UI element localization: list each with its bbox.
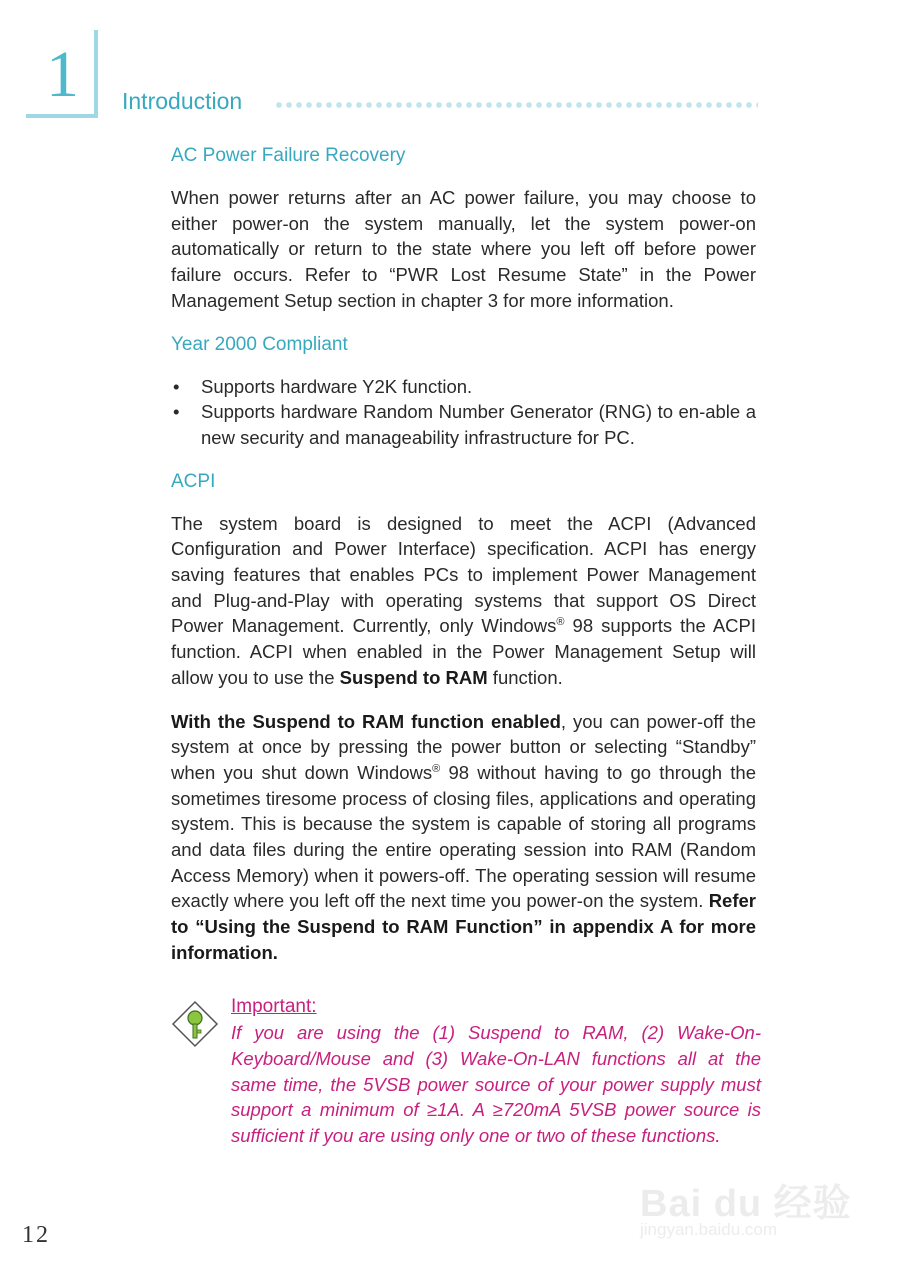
heading-y2k: Year 2000 Compliant: [171, 333, 348, 355]
y2k-list: [171, 374, 756, 451]
paragraph-ac-power: When power returns after an AC power failure, you may choose to either power-on the system manually, let the system power-on automatically or return to the state where you left off before power failure occurs. Refer to “PWR Lost Resume State” in the Power Management Setup section in chapter 3 for more information.: [171, 187, 756, 311]
list-item: • Supports hardware Random Number Generator (RNG) to en-able a new security and manageability infrastructure for PC.: [173, 401, 756, 448]
chapter-number: 1: [46, 38, 79, 111]
chapter-rule-vertical: [94, 30, 98, 116]
registered-mark: ®: [432, 762, 441, 775]
heading-acpi: ACPI: [171, 470, 216, 492]
appendix-reference: Refer to “Using the Suspend to RAM Function” in appendix A for more information.: [171, 890, 756, 963]
paragraph-acpi-1: The system board is designed to meet the ACPI (Advanced Configuration and Power Interface) specification. ACPI has energy saving features that enables PCs to implement Power Management and Plug-and-Play with operating systems that support OS Direct Power Management. Currently, only Windows® 98 supports the ACPI function. ACPI when enabled in the Power Management Setup will allow you to use the Suspend to RAM function.: [171, 512, 756, 688]
bullet-icon: •: [173, 375, 180, 397]
chapter-title: Introduction: [122, 88, 243, 114]
note-text: If you are using the (1) Suspend to RAM, (2) Wake-On-Keyboard/Mouse and (3) Wake-On-LAN functions all at the same time, the 5VSB power source of your power supply must support a minimum of ≥1A. A ≥720mA 5VSB power source is sufficient if you are using only one or two of these functions.: [231, 1022, 761, 1147]
heading-ac-power: AC Power Failure Recovery: [171, 145, 406, 166]
watermark: [640, 1150, 870, 1250]
key-icon: [171, 1000, 219, 1048]
dot-leader: [274, 101, 758, 109]
chapter-number-box: [26, 30, 98, 118]
note-heading: Important:: [231, 996, 317, 1017]
registered-mark: ®: [556, 616, 565, 629]
str-enabled-phrase: With the Suspend to RAM function enabled: [171, 710, 561, 732]
paragraph-acpi-2: With the Suspend to RAM function enabled, you can power-off the system at once by pressing the power button or selecting “Standby” when you shut down Windows® 98 without having to go through the sometimes tiresome process of closing files, applications and operating system. This is because the system is capable of storing all programs and data files during the entire operating session into RAM (Random Access Memory) when it powers-off. The operating session will resume exactly where you left off the next time you power-on the system. Refer to “Using the Suspend to RAM Function” in appendix A for more information.: [171, 710, 757, 963]
watermark-url: jingyan.baidu.com: [640, 1220, 778, 1239]
watermark-brand: Bai du 经验: [640, 1183, 852, 1225]
bullet-icon: •: [173, 401, 180, 423]
page-content: [171, 143, 756, 966]
important-note: [171, 994, 761, 1149]
list-item: • Supports hardware Y2K function.: [171, 374, 756, 400]
chapter-rule-horizontal: [26, 114, 98, 118]
page-number: 12: [22, 1222, 50, 1248]
suspend-to-ram-term: Suspend to RAM: [339, 666, 488, 688]
